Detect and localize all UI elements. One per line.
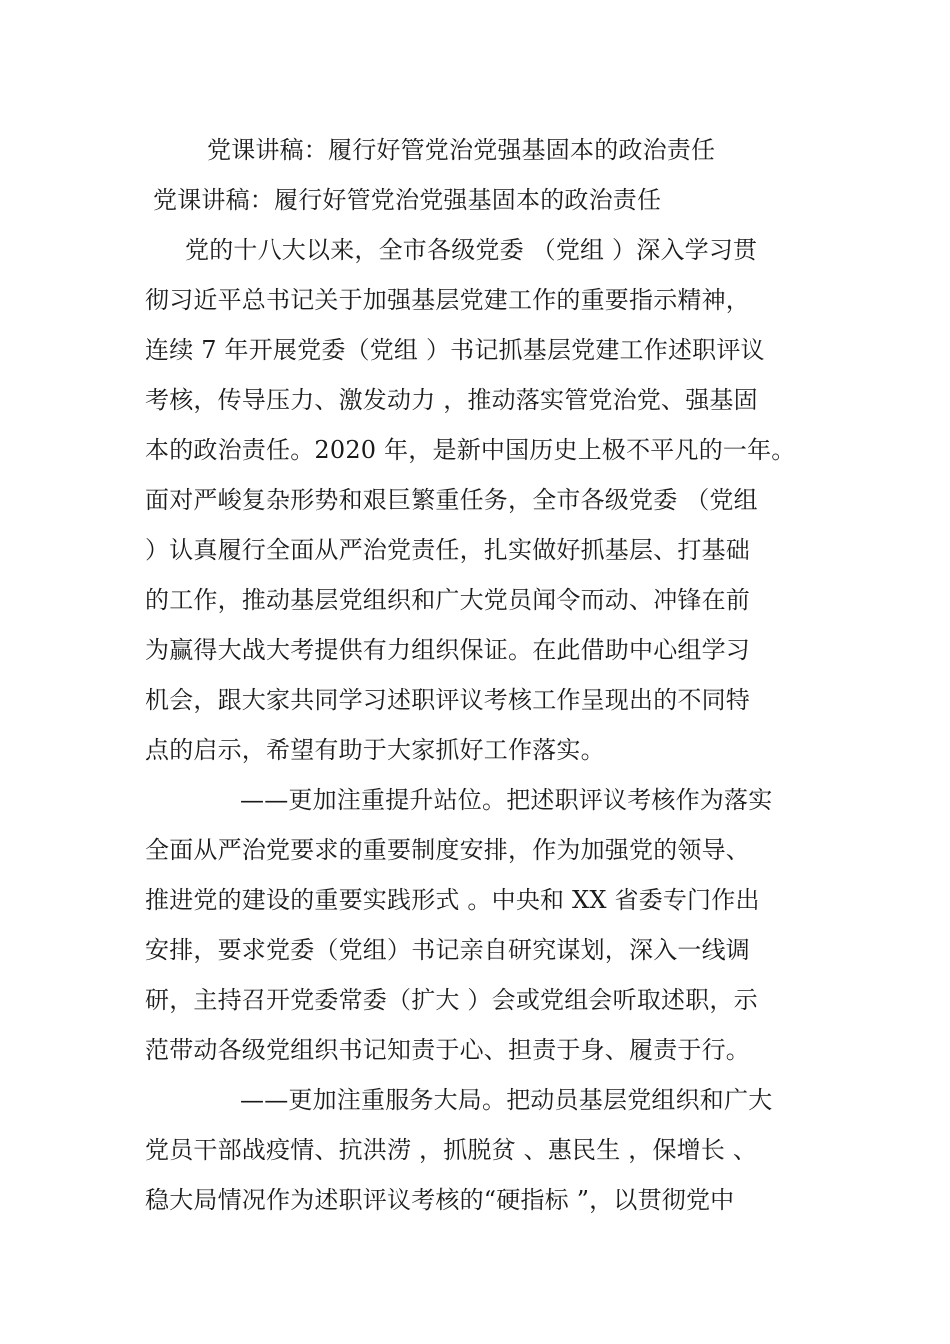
paragraph-line: 的工作，推动基层党组织和广大党员闻令而动、冲锋在前 [145,586,750,614]
paragraph-line: 面对严峻复杂形势和艰巨繁重任务，全市各级党委 （党组 [145,486,758,514]
paragraph-line: ——更加注重服务大局。把动员基层党组织和广大 [240,1086,773,1114]
paragraph-line: ）认真履行全面从严治党责任，扎实做好抓基层、打基础 [145,536,750,564]
paragraph-line: 稳大局情况作为述职评议考核的“硬指标 ”，以贯彻党中 [145,1186,735,1214]
paragraph-line: ——更加注重提升站位。把述职评议考核作为落实 [240,786,773,814]
paragraph-line: 为赢得大战大考提供有力组织保证。在此借助中心组学习 [145,636,750,664]
paragraph-line: 全面从严治党要求的重要制度安排，作为加强党的领导、 [145,836,750,864]
paragraph-line: 安排，要求党委（党组）书记亲自研究谋划，深入一线调 [145,936,750,964]
paragraph-line: 考核，传导压力、激发动力 ，推动落实管党治党、强基固 [145,386,758,414]
paragraph-line: 研，主持召开党委常委（扩大 ）会或党组会听取述职，示 [145,986,758,1014]
paragraph-line: 范带动各级党组织书记知责于心、担责于身、履责于行。 [145,1036,750,1064]
paragraph-line: 本的政治责任。2020 年，是新中国历史上极不平凡的一年。 [145,436,796,464]
document-subtitle: 党课讲稿：履行好管党治党强基固本的政治责任 [153,186,662,214]
paragraph-line: 点的启示，希望有助于大家抓好工作落实。 [145,736,605,764]
paragraph-line: 推进党的建设的重要实践形式 。中央和 XX 省委专门作出 [145,886,760,914]
document-title: 党课讲稿：履行好管党治党强基固本的政治责任 [207,136,716,164]
paragraph-line: 党员干部战疫情、抗洪涝 ，抓脱贫 、惠民生 ，保增长 、 [145,1136,758,1164]
paragraph-line: 机会，跟大家共同学习述职评议考核工作呈现出的不同特 [145,686,750,714]
paragraph-line: 彻习近平总书记关于加强基层党建工作的重要指示精神， [145,286,750,314]
paragraph-line: 连续 7 年开展党委（党组 ）书记抓基层党建工作述职评议 [145,336,765,364]
paragraph-line: 党的十八大以来，全市各级党委 （党组 ）深入学习贯 [185,236,758,264]
